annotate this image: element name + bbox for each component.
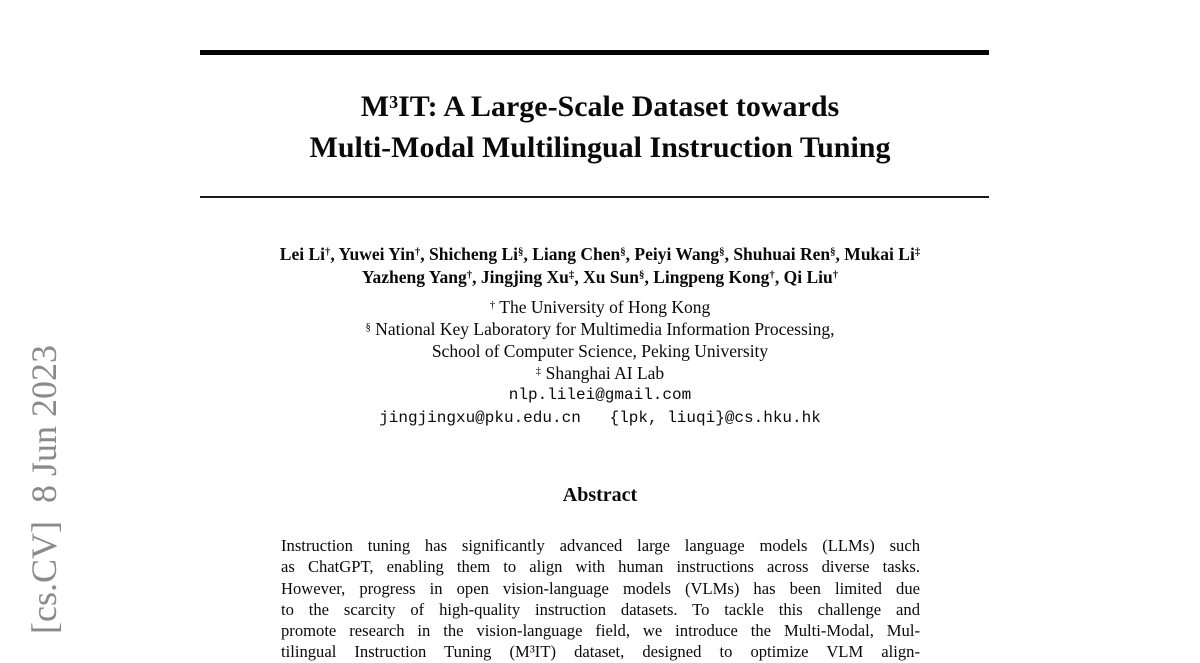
affiliation-marker: † [489,299,496,312]
author-marker: † [414,246,421,259]
affiliation-line: ‡ Shanghai AI Lab [535,363,665,383]
superscript: 3 [389,92,399,113]
email-line: nlp.lilei@gmail.com [508,386,692,404]
separator-rule [200,196,989,198]
abstract-line: tilingual Instruction Tuning (M³IT) dataset, designed to optimize VLM align- [281,642,920,662]
author-marker: † [769,269,775,282]
abstract-text [281,535,920,663]
author-marker: § [518,246,524,259]
paper-content [200,0,1000,662]
affiliation-line: School of Computer Science, Peking University [431,341,769,361]
author-marker: § [830,246,836,259]
affiliation-line: § National Key Laboratory for Multimedia Information Processing, [365,319,835,339]
abstract-line: as ChatGPT, enabling them to align with human instructions across diverse tasks. [281,557,920,577]
author-marker: § [620,246,626,259]
authors-line-2: Yazheng Yang†, Jingjing Xu‡, Xu Sun§, Lingpeng Kong†, Qi Liu† [361,267,839,287]
top-rule [200,50,989,55]
abstract-line: However, progress in open vision-language models (VLMs) has been limited due [281,578,920,598]
author-marker: † [832,269,839,282]
paper-title-line-1: $M^3IT$: A Large-Scale Dataset towards [360,90,840,123]
abstract-line: promote research in the vision-language field, we introduce the Multi-Modal, Mul- [281,621,920,641]
affiliation-marker: § [365,321,371,334]
affiliation-marker: ‡ [535,365,542,378]
author-marker: ‡ [568,269,575,282]
author-marker: ‡ [914,246,921,259]
paper-title-line-2: Multi-Modal Multilingual Instruction Tuning [309,131,891,164]
paper-title [200,86,1000,168]
author-marker: § [719,246,725,259]
authors-line-1: Lei Li†, Yuwei Yin†, Shicheng Li§, Liang Chen§, Peiyi Wang§, Shuhuai Ren§, Mukai Li‡ [279,244,921,264]
abstract-line: Instruction tuning has significantly advanced large language models (LLMs) such [281,536,920,555]
abstract-heading: Abstract [562,484,638,506]
abstract-line: to the scarcity of high-quality instruction datasets. To tackle this challenge and [281,599,920,619]
email-line: jingjingxu@pku.edu.cn {lpk, liuqi}@cs.hku.hk [379,408,821,427]
affiliations [200,296,1000,384]
author-marker: † [324,246,331,259]
authors [200,243,1000,289]
author-marker: § [639,269,645,282]
author-marker: † [466,269,473,282]
emails [200,384,1000,429]
affiliation-line: † The University of Hong Kong [489,297,711,317]
arxiv-watermark: [cs.CV] 8 Jun 2023 [24,345,64,634]
